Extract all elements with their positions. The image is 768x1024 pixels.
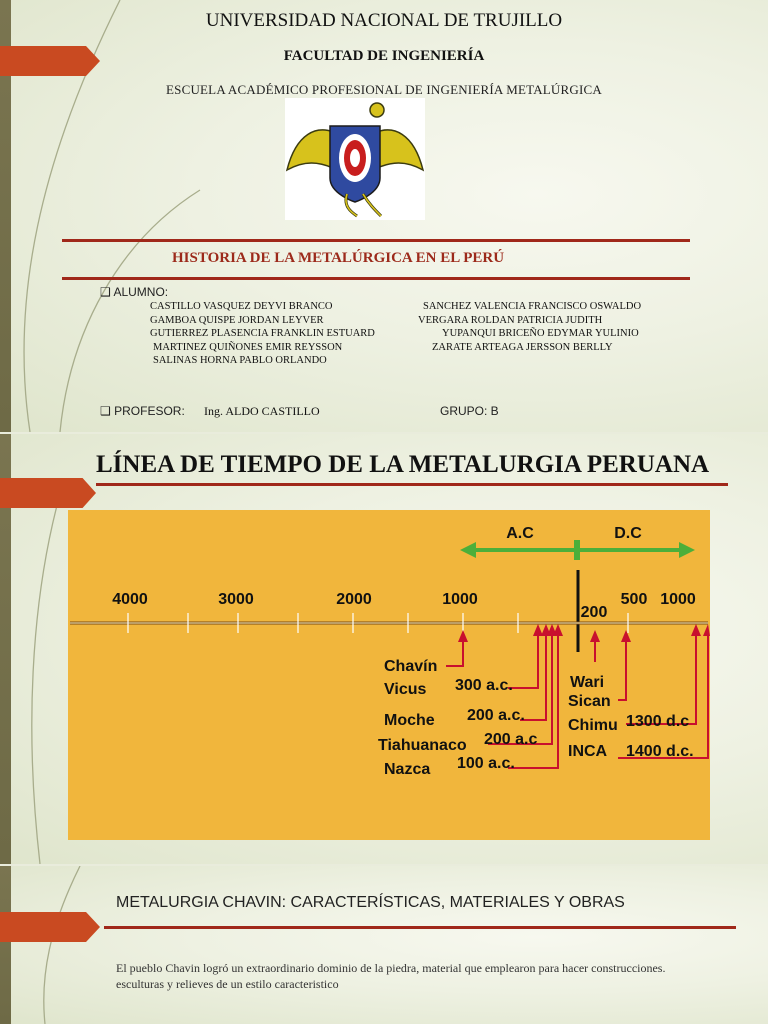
checkbox-icon: ❑	[100, 404, 111, 418]
student-name: GUTIERREZ PLASENCIA FRANKLIN ESTUARD	[150, 328, 375, 339]
date-label: 200 a.c	[484, 731, 538, 748]
culture-label: Chimu	[568, 717, 618, 734]
accent-tab	[0, 478, 96, 508]
tick-label: 200	[580, 604, 608, 621]
slide-title: LÍNEA DE TIEMPO DE LA METALURGIA PERUANA	[96, 451, 710, 478]
culture-label: Vicus	[384, 681, 427, 698]
student-name: SANCHEZ VALENCIA FRANCISCO OSWALDO	[423, 301, 642, 312]
section-body: El pueblo Chavin logró un extraordinario dominio de la piedra, material que emplearon para hacer construcciones. esculturas y relieves de un estilo caracteristico	[116, 961, 666, 991]
date-label: 200 a.c.	[467, 707, 525, 724]
alumno-row	[100, 285, 168, 299]
culture-label: Sican	[568, 693, 611, 710]
timeline-background	[68, 510, 710, 840]
profesor-label: PROFESOR:	[114, 404, 185, 418]
student-name: ZARATE ARTEAGA JERSSON BERLLY	[432, 341, 613, 353]
student-name: MARTINEZ QUIÑONES EMIR REYSSON	[153, 341, 343, 353]
tick-label: 1000	[442, 591, 478, 608]
tick-label: 2000	[336, 591, 372, 608]
timeline-chart	[68, 510, 710, 840]
grupo-label: GRUPO: B	[440, 404, 499, 418]
students-right-list	[418, 300, 688, 354]
student-name: VERGARA ROLDAN PATRICIA JUDITH	[418, 314, 603, 326]
title-underline	[96, 483, 728, 486]
tick-label: 3000	[218, 591, 254, 608]
accent-tab	[0, 912, 100, 942]
era-after-label: D.C	[614, 525, 642, 542]
date-label: 1400 d.c.	[626, 743, 694, 760]
student-name: CASTILLO VASQUEZ DEYVI BRANCO	[150, 301, 333, 312]
profesor-name: Ing. ALDO CASTILLO	[204, 404, 320, 418]
culture-label: Tiahuanaco	[378, 737, 467, 754]
culture-label: Wari	[570, 674, 605, 691]
section-title: METALURGIA CHAVIN: CARACTERÍSTICAS, MATERIALES Y OBRAS	[116, 894, 625, 911]
student-name: SALINAS HORNA PABLO ORLANDO	[153, 355, 327, 366]
title-underline	[104, 926, 736, 929]
checkbox-icon: ❑	[100, 285, 111, 299]
date-label: 1300 d.c	[626, 713, 690, 730]
course-title: HISTORIA DE LA METALÚRGICA EN EL PERÚ	[172, 250, 505, 266]
slide-cover	[0, 0, 768, 432]
profesor-row	[100, 404, 185, 418]
university-name: UNIVERSIDAD NACIONAL DE TRUJILLO	[205, 10, 563, 31]
students-left-list	[150, 300, 420, 368]
tick-label: 500	[620, 591, 648, 608]
decorative-curves	[0, 866, 768, 1024]
university-logo	[285, 98, 425, 220]
alumno-label: ALUMNO:	[113, 285, 169, 299]
culture-label: Moche	[384, 712, 435, 729]
culture-label: INCA	[568, 743, 608, 760]
date-label: 300 a.c.	[455, 677, 513, 694]
slide-chavin	[0, 866, 768, 1024]
era-before-label: A.C	[506, 525, 534, 542]
divider-top	[62, 239, 690, 242]
faculty-name: FACULTAD DE INGENIERÍA	[283, 48, 485, 64]
culture-label: Chavín	[384, 658, 438, 675]
student-name: YUPANQUI BRICEÑO EDYMAR YULINIO	[442, 328, 639, 339]
student-name: GAMBOA QUISPE JORDAN LEYVER	[150, 314, 324, 326]
tick-label: 4000	[112, 591, 148, 608]
culture-label: Nazca	[384, 761, 431, 778]
divider-bottom	[62, 277, 690, 280]
slide-sidebar	[0, 866, 11, 1024]
school-name: ESCUELA ACADÉMICO PROFESIONAL DE INGENIERÍA METALÚRGICA	[166, 82, 602, 97]
tick-label: 1000	[660, 591, 696, 608]
date-label: 100 a.c.	[457, 755, 515, 772]
